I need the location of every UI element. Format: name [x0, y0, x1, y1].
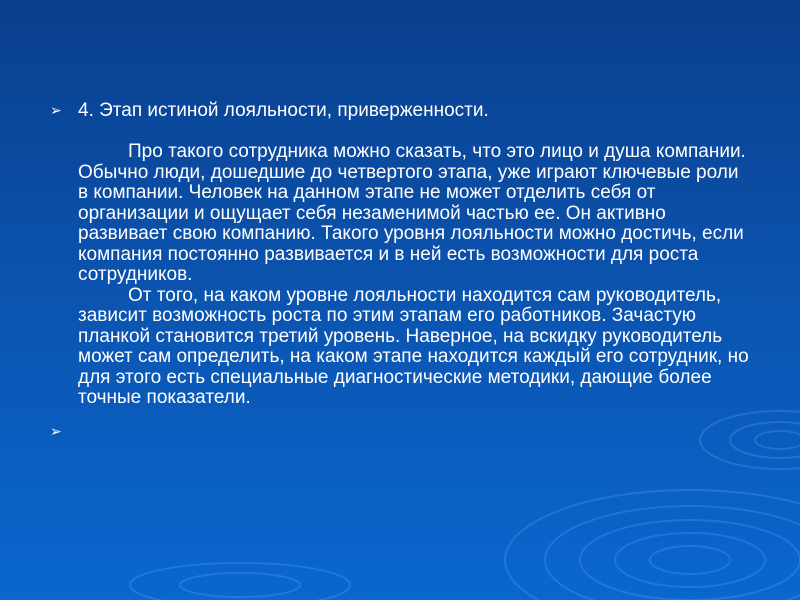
bullet-item [50, 100, 750, 121]
paragraph: Про такого сотрудника можно сказать, что это лицо и душа компании. Обычно люди, дошедшие до четвертого этапа, уже играют ключевые роли в компании. Человек на данном этапе не может отделить себя от организации и ощущает себя незаменимой частью ее. Он активно развивает свою компанию. Такого уровня лояльности можно достичь, если компания постоянно развивается и в ней есть возможности для роста сотрудников. [78, 141, 746, 285]
paragraph: От того, на каком уровне лояльности находится сам руководитель, зависит возможность роста по этим этапам его работников. Зачастую планкой становится третий уровень. Наверное, на вскидку руководитель может сам определить, на каком этапе находится каждый его сотрудник, но для этого есть специальные диагностические методики, дающие более точные показатели. [78, 284, 749, 408]
bullet-heading: 4. Этап истиной лояльности, приверженности. [78, 100, 489, 121]
arrow-bullet-icon: ➢ [50, 102, 62, 118]
empty-bullet-item [50, 421, 750, 442]
arrow-bullet-icon: ➢ [50, 422, 62, 439]
slide-content [50, 100, 750, 442]
